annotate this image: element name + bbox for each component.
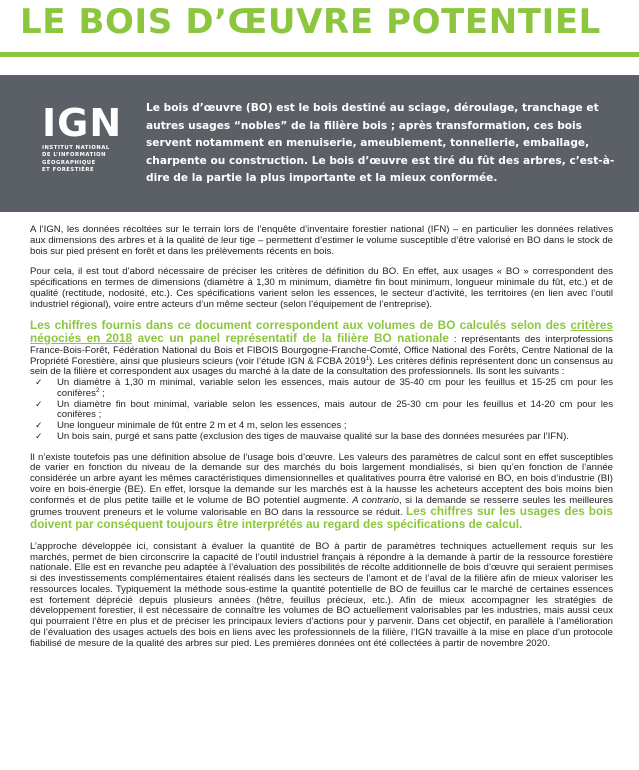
logo-line: GÉOGRAPHIQUE — [42, 159, 96, 166]
logo-mark: IGN — [42, 101, 123, 145]
ign-logo — [42, 101, 124, 175]
paragraph-text: ). Les critères définis représentent donc un consensus au sein de la filière et correspondent aux usages du marché à la date de la consultation des professionnels. Ils sont les suivants : — [30, 355, 613, 378]
list-item-text: Un diamètre fin bout minimal, variable selon les essences, mais autour de 25-30 cm pour les feuillus et 14-20 cm pour les conifères ; — [57, 398, 613, 421]
highlight-text: Les chiffres fournis dans ce document correspondent aux volumes de BO calculés selon des — [30, 318, 571, 333]
list-item-end: ; — [99, 387, 105, 399]
paragraph-4 — [30, 453, 613, 532]
check-icon: ✓ — [35, 430, 43, 441]
logo-caption — [42, 145, 124, 175]
highlight-text: Les chiffres sur les usages des bois doivent par conséquent toujours être interprétés au regard des spécifications de calcul. — [30, 504, 613, 531]
list-item — [30, 378, 613, 400]
logo-line: ET FORESTIÈRE — [42, 167, 95, 174]
criteria-list — [30, 378, 613, 443]
paragraph-1: A l’IGN, les données récoltées sur le terrain lors de l’enquête d’inventaire forestier national (IFN) – en particulier les données relatives aux dimensions des arbres et à la qualité de leur tige – permettent d’estimer le volume susceptible d’être valorisé en BO dans le stock de bois sur pied présent en forêt et dans les prélèvements récents en bois. — [30, 224, 613, 257]
page-title: LE BOIS D’ŒUVRE POTENTIEL — [20, 2, 601, 42]
highlight-text: avec un panel représentatif de la filière BO nationale — [132, 331, 449, 345]
list-item-text: Un bois sain, purgé et sans patte (exclusion des tiges de mauvaise qualité sur la base des données mesurées par l’IFN). — [57, 430, 569, 442]
intro-text: Le bois d’œuvre (BO) est le bois destiné au sciage, déroulage, tranchage et autres usages “nobles” de la filière bois ; après transformation, ces bois servent notamment en menuiserie, ameublement, tonnellerie, emballage, charpente ou construction. Le bois d’œuvre est tiré du fût des arbres, c’est-à-dire de la partie la plus importante et la mieux conformée. — [146, 102, 615, 185]
highlight-underlined: critères négociés en 2018 — [30, 318, 613, 345]
intro-banner — [0, 75, 639, 212]
check-icon: ✓ — [35, 377, 43, 387]
paragraph-text: Il n’existe toutefois pas une définition absolue de l’usage bois d’œuvre. Les valeurs des paramètres de calcul sont en effet susceptibles de varier en fonction du niveau de la demande sur des marchés du bois largement mondialisés, si bien qu’en fonction de l’année considérée un arbre ayant les mêmes caractéristiques dimensionnelles et qualitatives pourra être valorisé en BO, en bois d’industrie (BI) voire en bois-énergie (BE). En effet, lorsque la demande sur les marchés est à la hausse les acheteurs acceptent des bois moins bien conformés et de plus petite taille et le volume de BO potentiel augmente. — [30, 451, 613, 506]
paragraph-5: L’approche développée ici, consistant à évaluer la quantité de BO à partir de paramètres techniques actuellement requis sur les marchés, permet de bien circonscrire la capacité de l’outil industriel français à répondre à la demande à partir de la ressource forestière nationale. Elle est en revanche peu adaptée à l’évaluation des possibilités de récolte additionnelle de bois d’œuvre qui seraient permises si des investissements complémentaires étaient réalisés dans les secteurs de l’amont et de l’aval de la filière afin de mieux valoriser les ressources locales. Typiquement la méthode sous-estime la quantité potentielle de BO de feuillus car le marché de certaines essences est fortement déprécié depuis plusieurs années (hêtre, feuillus précieux, etc.). Afin de mieux accompagner les stratégies de développement forestier, il est nécessaire de connaître les volumes de BO actuellement valorisables par les industries, mais aussi ceux qui pourraient l’être en plus et de préciser les principaux leviers d’actions pour y parvenir. Dans cet objectif, en parallèle à l’amélioration de l’évaluation des usages actuels des bois en liens avec les professionnels de la filière, l’IGN travaille à la mise en place d’un protocole fiabilisé de mesure de la qualité des arbres sur pied. Les premières données ont été collectées à partir de novembre 2020. — [30, 540, 613, 649]
check-icon: ✓ — [35, 420, 43, 430]
paragraph-2: Pour cela, il est tout d’abord nécessaire de préciser les critères de définition du BO. En effet, aux usages « BO » correspondent des spécifications en termes de dimensions (diamètre à 1,30 m minimum, diamètre fin bout minimum, longueur minimale du fût, etc.) et de qualité (rectitude, nodosité, etc.). Ces spécifications varient selon les essences, le secteur d’activité, les territoires (en lien avec l’outil industriel régional), voire entre acteurs d’un même secteur (selon l’équipement de l’entreprise). — [30, 266, 613, 310]
footnote-ref: 2 — [95, 387, 100, 394]
logo-line: DE L’INFORMATION — [42, 152, 107, 159]
footnote-ref: 1 — [365, 355, 370, 362]
italic-text: A contrario — [352, 494, 399, 506]
list-item-text: Une longueur minimale de fût entre 2 m et 4 m, selon les essences ; — [57, 420, 347, 431]
list-item — [30, 400, 613, 422]
list-item-text: Un diamètre à 1,30 m minimal, variable selon les essences, mais autour de 35-40 cm pour les feuillus et 15-25 cm pour les conifères — [57, 377, 613, 399]
paragraph-3 — [30, 320, 613, 378]
paragraph-text: , si la demande se resserre seules les meilleures grumes trouvent preneurs et le volume valorisable en BO dans la ressource se réduit. — [30, 494, 613, 519]
title-rule — [0, 52, 639, 57]
paragraph-text: : représentants des interprofessions France-Bois-Forêt, Fédération National du Bois et FIBOIS Bourgogne-Franche-Comté, Office National des Forêts, Centre National de la Propriété Forestière, ainsi que plusieurs scieurs (voir l’étude IGN & FCBA 2019 — [30, 334, 613, 367]
list-item — [30, 432, 613, 443]
logo-line: INSTITUT NATIONAL — [42, 145, 110, 151]
check-icon: ✓ — [35, 398, 43, 409]
article-body — [30, 225, 613, 659]
